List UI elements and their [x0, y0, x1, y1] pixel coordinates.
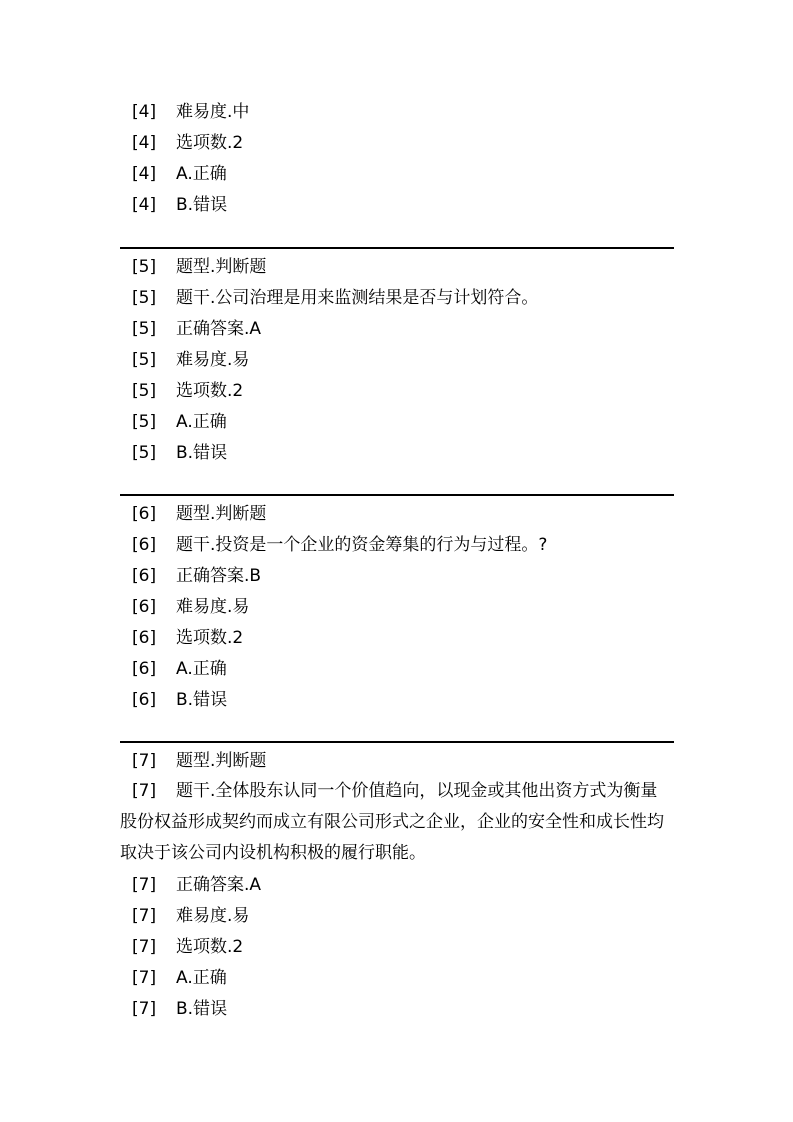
question-line	[132, 751, 266, 771]
question-number: [6]	[132, 628, 157, 648]
question-line	[132, 875, 261, 895]
question-line	[132, 257, 266, 277]
question-line	[132, 566, 261, 586]
question-number: [5]	[132, 412, 157, 432]
question-field: 题干.投资是一个企业的资金筹集的行为与过程。?	[176, 535, 548, 555]
question-number: [7]	[132, 937, 157, 957]
question-line	[132, 102, 249, 122]
question-field: 题型.判断题	[176, 504, 267, 524]
question-number: [6]	[132, 659, 157, 679]
question-field: 题型.判断题	[176, 257, 267, 277]
question-stem-text: 题干.全体股东认同一个价值趋向，以现金或其他出资方式为衡量股份权益形成契约而成立有限公司形式之企业，企业的安全性和成长性均取决于该公司内设机构积极的履行职能。	[120, 781, 664, 863]
question-number: [5]	[132, 381, 157, 401]
question-field: 难易度.易	[176, 350, 250, 370]
question-field: 难易度.易	[176, 906, 250, 926]
question-number: [6]	[132, 690, 157, 710]
question-field: 正确答案.A	[176, 875, 262, 895]
divider-rule	[120, 247, 674, 249]
question-line	[132, 164, 227, 184]
question-line	[132, 319, 261, 339]
question-number: [7]	[132, 781, 157, 801]
question-line	[132, 597, 249, 617]
question-number: [5]	[132, 319, 157, 339]
question-line	[132, 412, 227, 432]
question-line	[132, 535, 547, 555]
question-field: 难易度.易	[176, 597, 250, 617]
question-field: 选项数.2	[176, 133, 244, 153]
question-number: [4]	[132, 164, 157, 184]
question-number: [6]	[132, 504, 157, 524]
question-number: [4]	[132, 195, 157, 215]
question-field: A.正确	[176, 412, 227, 432]
question-field: A.正确	[176, 659, 227, 679]
question-number: [5]	[132, 288, 157, 308]
question-field: B.错误	[176, 443, 228, 463]
question-line	[132, 133, 243, 153]
question-field: B.错误	[176, 195, 228, 215]
question-number: [4]	[132, 133, 157, 153]
question-number: [5]	[132, 443, 157, 463]
question-number: [6]	[132, 597, 157, 617]
question-line	[132, 999, 227, 1019]
question-number: [7]	[132, 968, 157, 988]
question-line	[132, 690, 227, 710]
question-number: [7]	[132, 906, 157, 926]
question-type: 题型.判断题	[176, 751, 267, 771]
question-field: 正确答案.B	[176, 566, 262, 586]
divider-rule	[120, 741, 674, 743]
question-line	[132, 937, 243, 957]
question-line	[132, 381, 243, 401]
question-line	[132, 288, 538, 308]
question-number: [7]	[132, 875, 157, 895]
question-line	[132, 906, 249, 926]
question-field: 难易度.中	[176, 102, 250, 122]
question-field: 正确答案.A	[176, 319, 262, 339]
question-line	[132, 504, 266, 524]
question-line	[132, 443, 227, 463]
question-field: A.正确	[176, 968, 227, 988]
question-field: 选项数.2	[176, 937, 244, 957]
question-number: [6]	[132, 535, 157, 555]
question-field: B.错误	[176, 690, 228, 710]
question-number: [7]	[132, 751, 157, 771]
question-line	[132, 628, 243, 648]
question-field: B.错误	[176, 999, 228, 1019]
question-line	[132, 195, 227, 215]
divider-rule	[120, 494, 674, 496]
question-field: 选项数.2	[176, 381, 244, 401]
question-line	[132, 659, 227, 679]
question-stem	[120, 776, 674, 869]
question-line	[132, 350, 249, 370]
question-number: [7]	[132, 999, 157, 1019]
question-number: [5]	[132, 257, 157, 277]
question-number: [4]	[132, 102, 157, 122]
question-number: [5]	[132, 350, 157, 370]
question-number: [6]	[132, 566, 157, 586]
question-field: 选项数.2	[176, 628, 244, 648]
question-field: A.正确	[176, 164, 227, 184]
question-field: 题干.公司治理是用来监测结果是否与计划符合。	[176, 288, 539, 308]
question-line	[132, 968, 227, 988]
